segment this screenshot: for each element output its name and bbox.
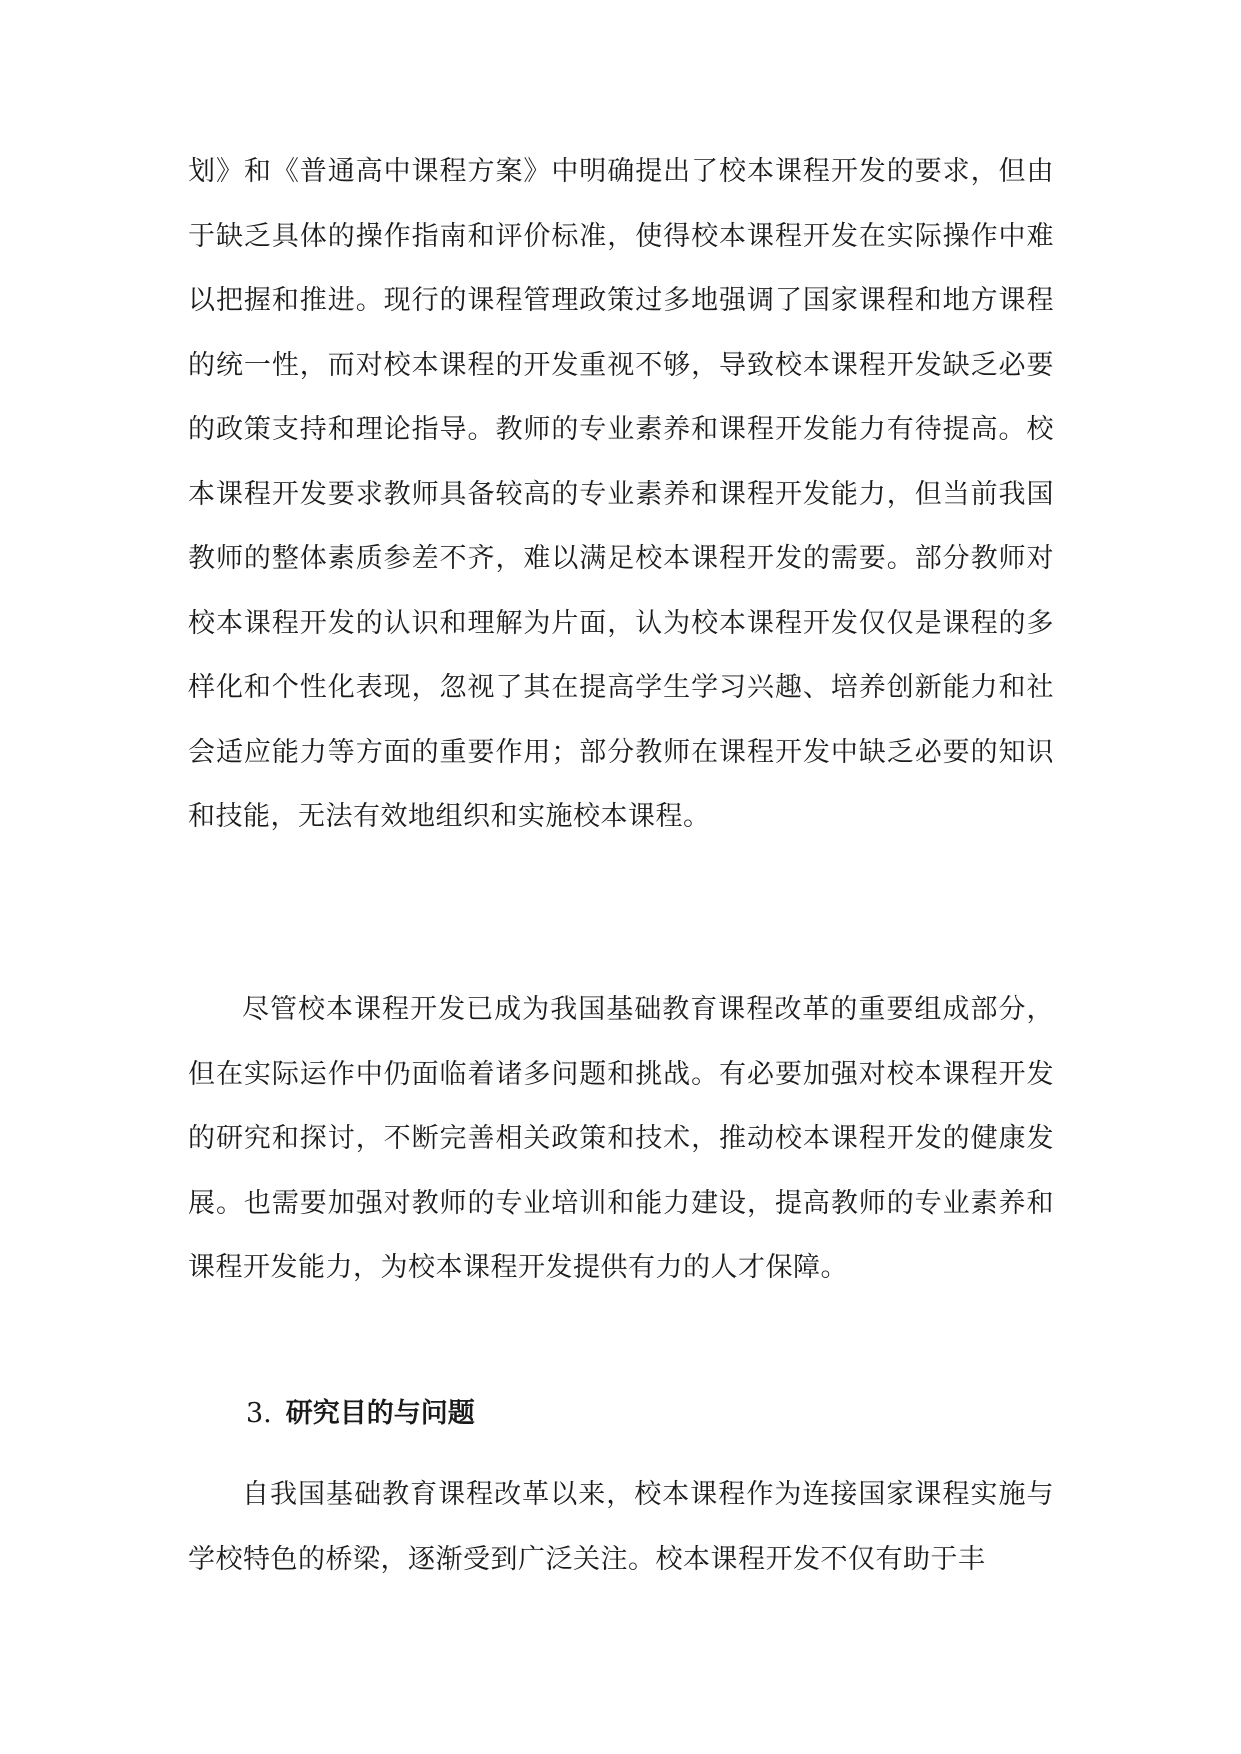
body-paragraph: 尽管校本课程开发已成为我国基础教育课程改革的重要组成部分，但在实际运作中仍面临着诸多问题和挑战。有必要加强对校本课程开发的研究和探讨，不断完善相关政策和技术，推动校本课程开发的健康发展。也需要加强对教师的专业培训和能力建设，提高教师的专业素养和课程开发能力，为校本课程开发提供有力的人才保障。 xyxy=(188,994,1054,1283)
section-heading xyxy=(246,1382,475,1447)
section-title: 研究目的与问题 xyxy=(285,1398,475,1429)
body-paragraph-continued: 划》和《普通高中课程方案》中明确提出了校本课程开发的要求，但由于缺乏具体的操作指南和评价标准，使得校本课程开发在实际操作中难以把握和推进。现行的课程管理政策过多地强调了国家课程和地方课程的统一性，而对校本课程的开发重视不够，导致校本课程开发缺乏必要的政策支持和理论指导。教师的专业素养和课程开发能力有待提高。校本课程开发要求教师具备较高的专业素养和课程开发能力，但当前我国教师的整体素质参差不齐，难以满足校本课程开发的需要。部分教师对校本课程开发的认识和理解为片面，认为校本课程开发仅仅是课程的多样化和个性化表现，忽视了其在提高学生学习兴趣、培养创新能力和社会适应能力等方面的重要作用；部分教师在课程开发中缺乏必要的知识和技能，无法有效地组织和实施校本课程。 xyxy=(188,156,1054,832)
section-number: 3. xyxy=(246,1398,272,1429)
body-paragraph: 自我国基础教育课程改革以来，校本课程作为连接国家课程实施与学校特色的桥梁，逐渐受到广泛关注。校本课程开发不仅有助于丰 xyxy=(188,1479,1054,1575)
